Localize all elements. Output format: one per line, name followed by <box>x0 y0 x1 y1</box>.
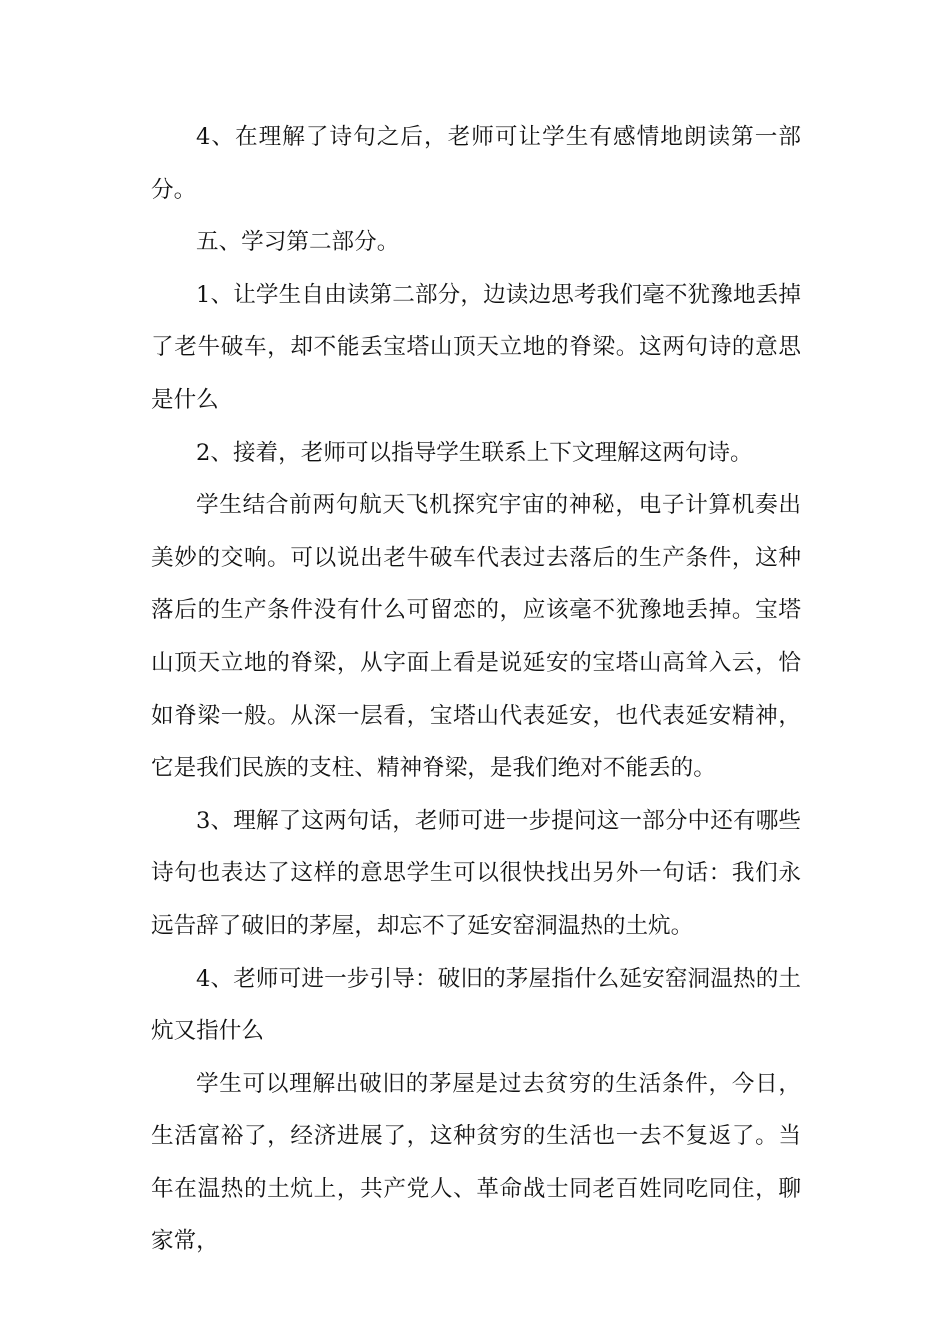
paragraph-step-4: 4、老师可进一步引导：破旧的茅屋指什么延安窑洞温热的土炕又指什么 <box>151 965 801 1045</box>
paragraph-explanation-1: 学生结合前两句航天飞机探究宇宙的神秘，电子计算机奏出美妙的交响。可以说出老牛破车代表过去落后的生产条件，这种落后的生产条件没有什么可留恋的，应该毫不犹豫地丢掉。宝塔山顶天立地的脊梁，从字面上看是说延安的宝塔山高耸入云，恰如脊梁一般。从深一层看，宝塔山代表延安，也代表延安精神，它是我们民族的支柱、精神脊梁，是我们绝对不能丢的。 <box>151 492 801 782</box>
paragraph-explanation-2: 学生可以理解出破旧的茅屋是过去贫穷的生活条件，今日，生活富裕了，经济进展了，这种贫穷的生活也一去不复返了。当年在温热的土炕上，共产党人、革命战士同老百姓同吃同住，聊家常， <box>151 1070 801 1255</box>
paragraph-step-3: 3、理解了这两句话，老师可进一步提问这一部分中还有哪些诗句也表达了这样的意思学生可以很快找出另外一句话：我们永远告辞了破旧的茅屋，却忘不了延安窑洞温热的土炕。 <box>151 807 801 939</box>
paragraph-step-2: 2、接着，老师可以指导学生联系上下文理解这两句诗。 <box>196 439 753 466</box>
document-body <box>151 111 801 1268</box>
paragraph-step-1: 1、让学生自由读第二部分，边读边思考我们毫不犹豫地丢掉了老牛破车，却不能丢宝塔山顶天立地的脊梁。这两句诗的意思是什么 <box>151 281 801 413</box>
section-heading-part-two: 五、学习第二部分。 <box>196 229 400 256</box>
paragraph-read-part-one: 4、在理解了诗句之后，老师可让学生有感情地朗读第一部分。 <box>151 124 801 203</box>
